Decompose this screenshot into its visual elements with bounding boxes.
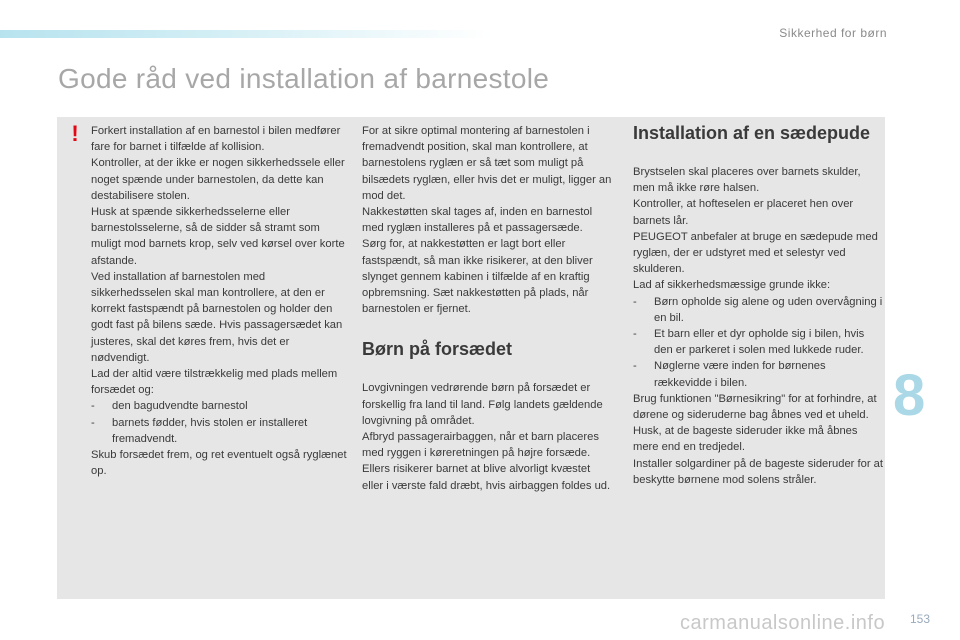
section-heading-booster-seat: Installation af en sædepude <box>633 123 871 143</box>
page-title: Gode råd ved installation af barnestole <box>58 63 550 94</box>
warning-icon: ! <box>71 121 79 146</box>
section-name: Sikkerhed for børn <box>779 26 887 40</box>
list-dash: - <box>633 328 637 341</box>
watermark: carmanualsonline.info <box>680 612 886 634</box>
paragraph: Ved installation af barnestolen med sikkerhedsselen skal man kontrollere, at den er korrekt fastspændt på barnestolen og holder den godt fast på bilens sæde. Hvis passagersædet kan justeres, skal det køres frem, hvis det er nødvendigt. <box>91 270 343 364</box>
section-heading-front-seat: Børn på forsædet <box>362 339 513 360</box>
paragraph: PEUGEOT anbefaler at bruge en sædepude med ryglæn, der er udstyret med et selestyr ved skulderen. <box>633 230 878 276</box>
paragraph: Nakkestøtten skal tages af, inden en barnestol med ryglæn installeres på et passagersæde. <box>362 206 593 235</box>
paragraph: Brug funktionen "Børnesikring" for at forhindre, at dørene og sideruderne bag åbnes ved et uheld. <box>633 392 877 422</box>
list-dash: - <box>91 400 95 413</box>
list-dash: - <box>633 360 637 373</box>
list-dash: - <box>91 416 95 429</box>
list-item: - Nøglerne være inden for børnenes rækkevidde i bilen. <box>633 360 826 389</box>
paragraph: Husk at spænde sikkerhedsselerne eller barnestolsselerne, så de sidder så stramt som muligt mod barnets krop, selv ved kørsel over korte afstande. <box>91 206 345 267</box>
warning-column <box>91 123 347 479</box>
middle-column <box>362 123 614 494</box>
paragraph: Forkert installation af en barnestol i bilen medfører fare for barnet i tilfælde af kollision. <box>91 125 341 154</box>
paragraph: Kontroller, at der ikke er nogen sikkerhedssele eller noget spænde under barnestolen, da dette kan destabilisere stolen. <box>91 157 345 202</box>
header-accent-bar <box>0 30 490 38</box>
paragraph: Lad der altid være tilstrækkelig med plads mellem forsædet og: <box>91 368 338 397</box>
paragraph: Afbryd passagerairbaggen, når et barn placeres med ryggen i køreretningen på højre forsæde. <box>362 431 599 460</box>
paragraph: Lovgivningen vedrørende børn på forsædet er forskellig fra land til land. Følg landets gældende lovgivning på området. <box>362 382 603 427</box>
right-column <box>633 123 883 488</box>
paragraph: Lad af sikkerhedsmæssige grunde ikke: <box>633 279 831 292</box>
list-item: - den bagudvendte barnestol <box>91 398 347 414</box>
list-dash: - <box>633 295 637 308</box>
list-item: - Børn opholde sig alene og uden overvågning i en bil. <box>633 295 883 324</box>
page-number: 153 <box>910 612 931 626</box>
paragraph: Installer solgardiner på de bageste sideruder for at beskytte børnene mod solens stråler. <box>633 457 884 486</box>
paragraph: For at sikre optimal montering af barnestolen i fremadvendt position, skal man kontrollere, at barnestolens ryglæn er så tæt som muligt på bilsædets ryglæn, eller hvis det er muligt, ligger an mod det. <box>362 125 612 202</box>
paragraph: Kontroller, at hofteselen er placeret hen over barnets lår. <box>633 198 854 227</box>
paragraph: Skub forsædet frem, og ret eventuelt også ryglænet op. <box>91 449 347 478</box>
list-item: - barnets fødder, hvis stolen er installeret fremadvendt. <box>91 416 308 445</box>
paragraph: Brystselen skal placeres over barnets skulder, men må ikke røre halsen. <box>633 166 861 195</box>
chapter-tab <box>893 360 945 432</box>
paragraph: Husk, at de bageste sideruder ikke må åbnes mere end en tredjedel. <box>633 425 858 454</box>
list-item: - Et barn eller et dyr opholde sig i bilen, hvis den er parkeret i solen med lukkede ruder. <box>633 328 865 357</box>
chapter-number: 8 <box>893 363 926 428</box>
paragraph: Ellers risikerer barnet at blive alvorligt kvæstet eller i værste fald dræbt, hvis airbaggen foldes ud. <box>362 463 611 492</box>
paragraph: Sørg for, at nakkestøtten er lagt bort eller fastspændt, så man ikke risikerer, at den bliver slynget gennem kabinen i tilfælde af en kraftig opbremsning. Sæt nakkestøtten på plads, når barnestolen er fjernet. <box>362 238 593 316</box>
